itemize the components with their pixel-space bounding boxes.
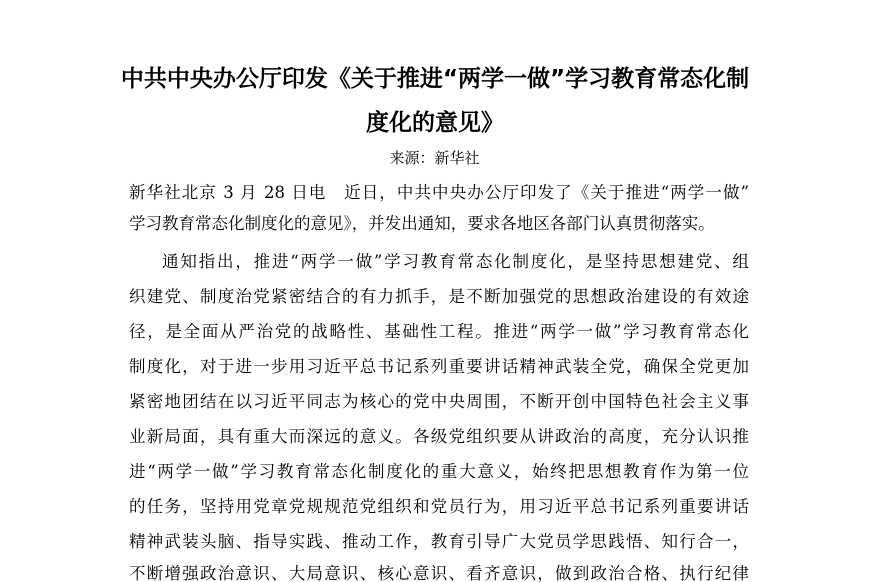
source-label: 来源：新华社: [389, 149, 480, 167]
paragraph-line: 织建党、制度治党紧密结合的有力抓手，是不断加强党的思想政治建设的有效途: [129, 287, 749, 306]
document-title-line-1: 中共中央办公厅印发《关于推进“两学一做”学习教育常态化制: [120, 66, 750, 92]
paragraph-line: 进“两学一做”学习教育常态化制度化的重大意义，始终把思想教育作为第一位: [129, 462, 749, 481]
document-title-line-2: 度化的意见》: [366, 110, 504, 136]
paragraph-line: 通知指出，推进“两学一做”学习教育常态化制度化，是坚持思想建党、组: [162, 252, 749, 271]
paragraph-line: 不断增强政治意识、大局意识、核心意识、看齐意识，做到政治合格、执行纪律: [129, 564, 749, 582]
paragraph-line: 业新局面，具有重大而深远的意义。各级党组织要从讲政治的高度，充分认识推: [129, 427, 749, 446]
paragraph-line: 径，是全面从严治党的战略性、基础性工程。推进“两学一做”学习教育常态化: [129, 322, 749, 341]
paragraph-line: 制度化，对于进一步用习近平总书记系列重要讲话精神武装全党，确保全党更加: [129, 357, 749, 376]
lead-line-1: 新华社北京 3 月 28 日电 近日，中共中央办公厅印发了《关于推进“两学一做”: [129, 183, 749, 202]
paragraph-line: 的任务，坚持用党章党规规范党组织和党员行为，用习近平总书记系列重要讲话: [129, 497, 749, 516]
paragraph-line: 紧密地团结在以习近平同志为核心的党中央周围，不断开创中国特色社会主义事: [129, 392, 749, 411]
lead-line-2: 学习教育常态化制度化的意见》，并发出通知，要求各地区各部门认真贯彻落实。: [129, 214, 715, 233]
paragraph-line: 精神武装头脑、指导实践、推动工作，教育引导广大党员学思践悟、知行合一，: [129, 532, 749, 551]
